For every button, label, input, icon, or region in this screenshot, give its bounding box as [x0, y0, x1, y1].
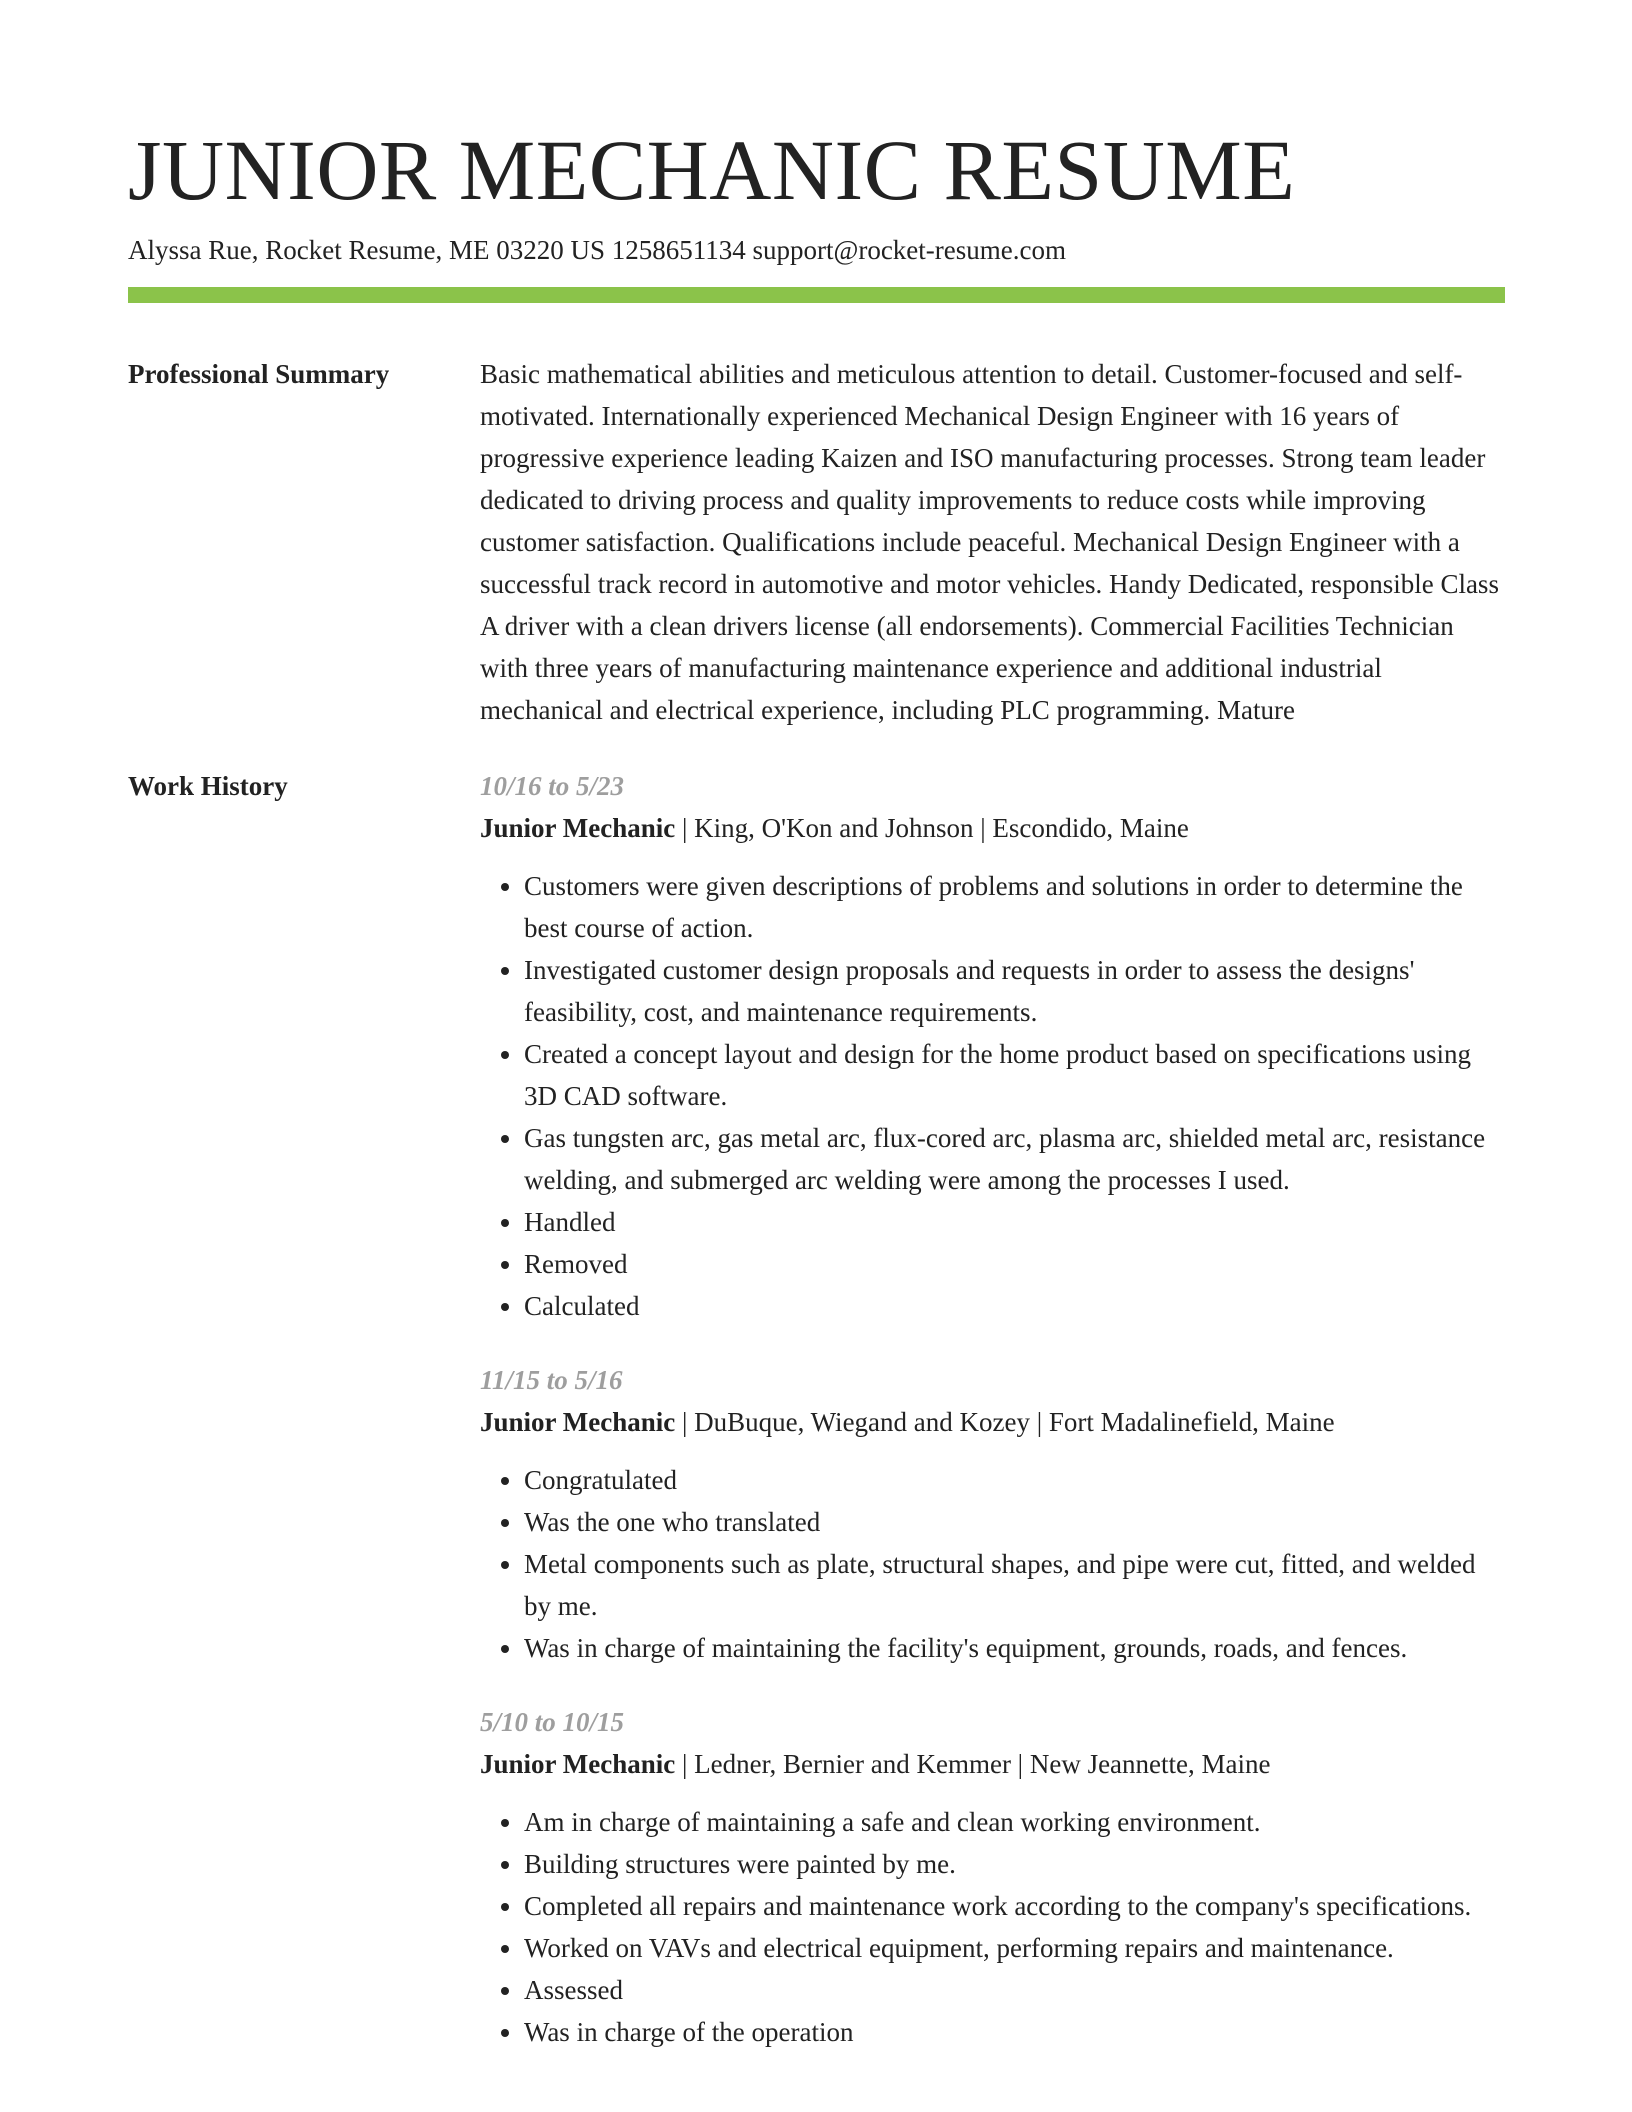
work-history-section — [128, 765, 1505, 2085]
job-dates: 11/15 to 5/16 — [480, 1365, 623, 1395]
job-title: Junior Mechanic — [480, 1407, 676, 1437]
contact-line: Alyssa Rue, Rocket Resume, ME 03220 US 1258651134 support@rocket-resume.com — [128, 235, 1066, 265]
summary-body — [480, 353, 1505, 731]
job-bullet: • Customers were given descriptions of problems and solutions in order to determine the best course of action. — [524, 865, 1505, 949]
resume-page — [128, 118, 1505, 2085]
job-dates: 10/16 to 5/23 — [480, 771, 625, 801]
job-bullet: • Building structures were painted by me. — [524, 1843, 1505, 1885]
job-bullet: • Investigated customer design proposals and requests in order to assess the designs' feasibility, cost, and maintenance requirements. — [524, 949, 1505, 1033]
job-title: Junior Mechanic — [480, 813, 676, 843]
job-entry — [480, 765, 1505, 1327]
resume-title: JUNIOR MECHANIC RESUME — [128, 122, 1296, 218]
job-dates: 5/10 to 10/15 — [480, 1707, 625, 1737]
job-heading — [480, 1401, 1505, 1443]
professional-summary-section — [128, 353, 1505, 731]
job-bullet: • Handled — [524, 1201, 1505, 1243]
job-bullet: • Completed all repairs and maintenance work according to the company's specifications. — [524, 1885, 1505, 1927]
job-bullet: • Am in charge of maintaining a safe and clean working environment. — [524, 1801, 1505, 1843]
job-bullet: • Calculated — [524, 1285, 1505, 1327]
job-bullet: • Gas tungsten arc, gas metal arc, flux-cored arc, plasma arc, shielded metal arc, resistance welding, and submerged arc welding were among the processes I used. — [524, 1117, 1505, 1201]
section-label-summary: Professional Summary — [128, 359, 390, 389]
job-bullet: • Was in charge of the operation — [524, 2011, 1505, 2053]
job-details: | King, O'Kon and Johnson | Escondido, Maine — [675, 813, 1189, 843]
work-history-body — [480, 765, 1505, 2085]
job-heading — [480, 1743, 1505, 1785]
section-label-work-history: Work History — [128, 771, 288, 801]
job-entry — [480, 1359, 1505, 1669]
job-bullet: • Worked on VAVs and electrical equipment, performing repairs and maintenance. — [524, 1927, 1505, 1969]
job-title: Junior Mechanic — [480, 1749, 676, 1779]
job-details: | Ledner, Bernier and Kemmer | New Jeannette, Maine — [675, 1749, 1271, 1779]
job-bullet: • Congratulated — [524, 1459, 1505, 1501]
job-bullet-list — [480, 1801, 1505, 2053]
job-bullet: • Removed — [524, 1243, 1505, 1285]
job-bullet: • Was in charge of maintaining the facility's equipment, grounds, roads, and fences. — [524, 1627, 1505, 1669]
job-bullet: • Assessed — [524, 1969, 1505, 2011]
job-bullet-list — [480, 865, 1505, 1327]
job-entry — [480, 1701, 1505, 2053]
header-divider — [128, 287, 1505, 303]
job-bullet-list — [480, 1459, 1505, 1669]
job-heading — [480, 807, 1505, 849]
job-details: | DuBuque, Wiegand and Kozey | Fort Madalinefield, Maine — [675, 1407, 1335, 1437]
summary-text: Basic mathematical abilities and meticulous attention to detail. Customer-focused and self-motivated. Internationally experienced Mechanical Design Engineer with 16 years of progressive experience leading Kaizen and ISO manufacturing processes. Strong team leader dedicated to driving process and quality improvements to reduce costs while improving customer satisfaction. Qualifications include peaceful. Mechanical Design Engineer with a successful track record in automotive and motor vehicles. Handy Dedicated, responsible Class A driver with a clean drivers license (all endorsements). Commercial Facilities Technician with three years of manufacturing maintenance experience and additional industrial mechanical and electrical experience, including PLC programming. Mature — [480, 359, 1499, 725]
job-bullet: • Created a concept layout and design for the home product based on specifications using 3D CAD software. — [524, 1033, 1505, 1117]
job-bullet: • Metal components such as plate, structural shapes, and pipe were cut, fitted, and welded by me. — [524, 1543, 1505, 1627]
job-bullet: • Was the one who translated — [524, 1501, 1505, 1543]
